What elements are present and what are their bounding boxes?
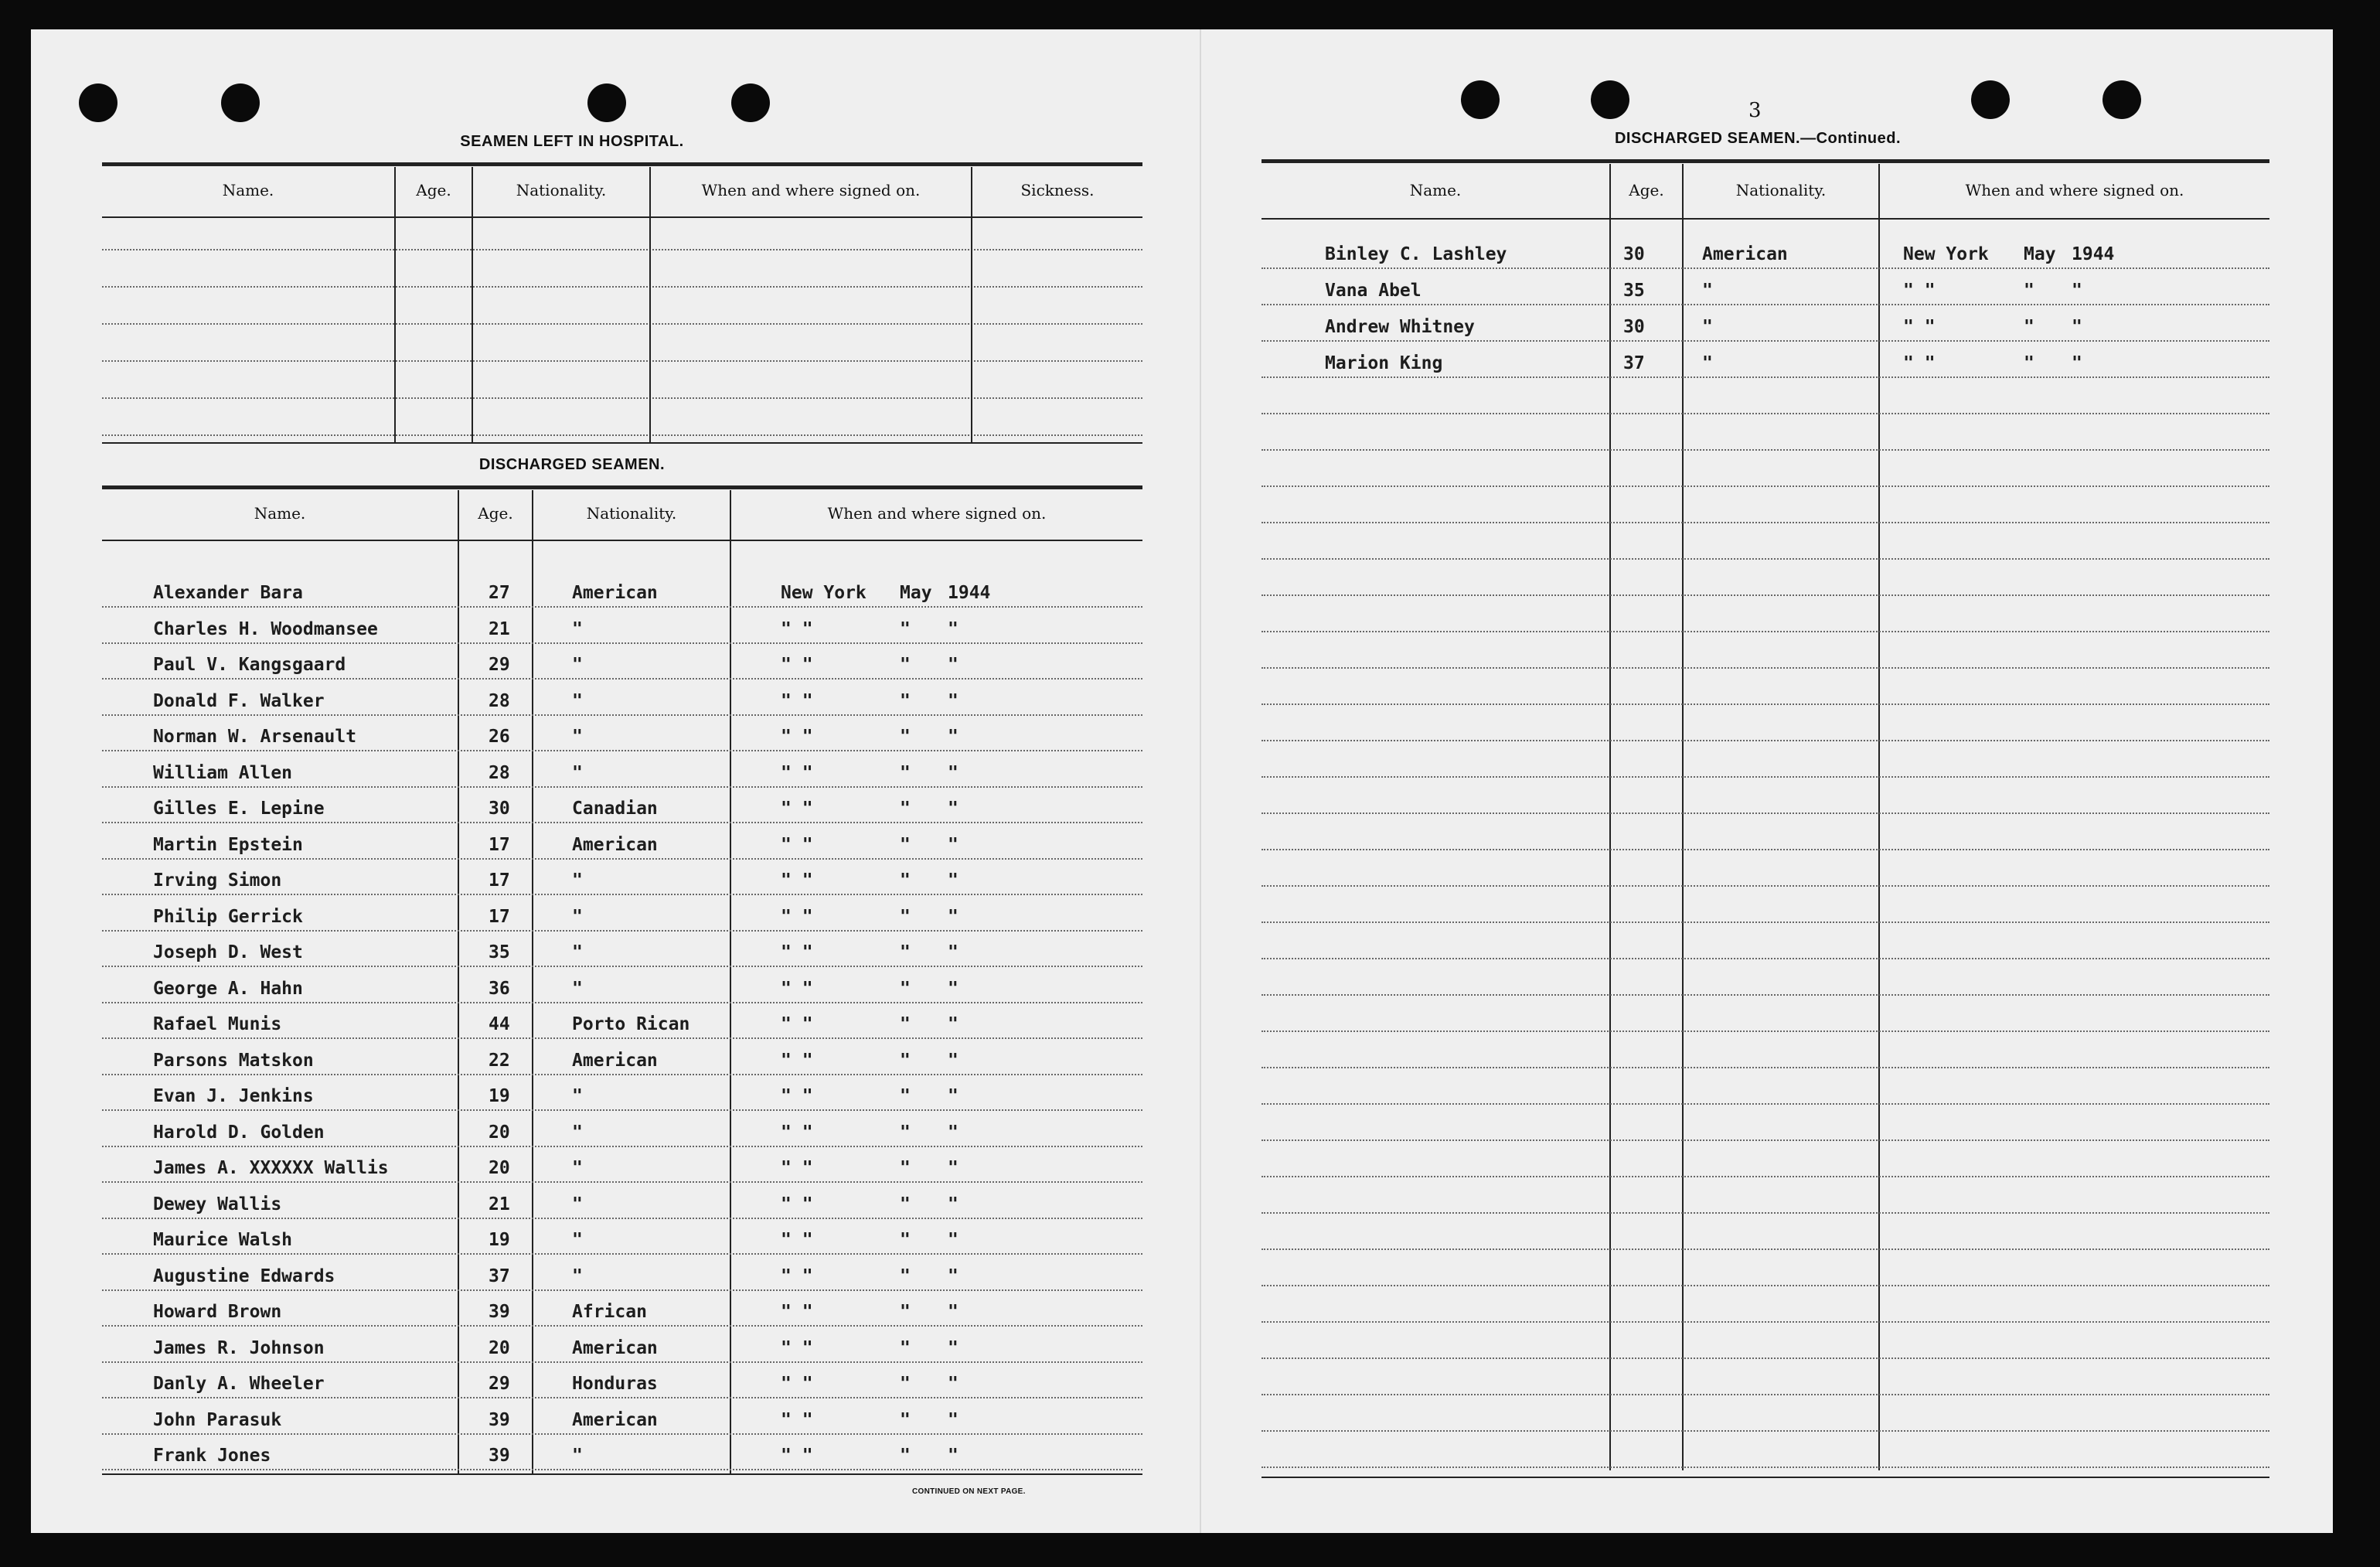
- seaman-age: 22: [489, 1051, 510, 1071]
- column-divider: [1878, 164, 1880, 1470]
- seaman-name: Evan J. Jenkins: [153, 1086, 314, 1106]
- signed-on-month: ": [900, 1374, 911, 1394]
- ruled-line: [1262, 558, 2269, 560]
- seaman-nationality: ": [572, 907, 583, 927]
- ruled-line: [102, 822, 1142, 823]
- seaman-age: 20: [489, 1158, 510, 1178]
- seaman-nationality: Canadian: [572, 799, 658, 819]
- signed-on-month: ": [900, 1446, 911, 1466]
- seaman-age: 17: [489, 907, 510, 927]
- punch-hole: [221, 83, 260, 122]
- ruled-line: [102, 286, 1142, 288]
- seaman-name: Donald F. Walker: [153, 691, 325, 711]
- ruled-line: [1262, 740, 2269, 741]
- column-divider: [971, 167, 972, 442]
- ruled-line: [102, 1002, 1142, 1003]
- signed-on-month: ": [900, 691, 911, 711]
- rule: [102, 162, 1142, 166]
- rule: [102, 1473, 1142, 1475]
- ruled-line: [1262, 485, 2269, 487]
- signed-on-month: ": [900, 870, 911, 891]
- seaman-name: Harold D. Golden: [153, 1122, 325, 1143]
- ruled-line: [1262, 1394, 2269, 1395]
- signed-on-year: ": [948, 1194, 958, 1214]
- ruled-line: [102, 966, 1142, 967]
- signed-on-month: ": [900, 1302, 911, 1322]
- seaman-nationality: American: [572, 835, 658, 855]
- discharged-signed-on-header: When and where signed on.: [827, 504, 1047, 523]
- signed-on-year: ": [948, 763, 958, 783]
- signed-on-year: 1944: [2072, 244, 2115, 264]
- signed-on-year: ": [948, 1266, 958, 1286]
- signed-on-month: ": [2024, 353, 2034, 373]
- continued-nationality-header: Nationality.: [1735, 181, 1827, 199]
- ruled-line: [1262, 921, 2269, 923]
- seaman-nationality: ": [1702, 317, 1713, 337]
- signed-on-month: ": [900, 727, 911, 747]
- signed-on-place: " ": [781, 763, 813, 783]
- signed-on-year: ": [948, 1051, 958, 1071]
- seaman-age: 37: [1623, 353, 1645, 373]
- left-page: [31, 29, 1200, 1533]
- ruled-line: [1262, 1176, 2269, 1177]
- seaman-name: Augustine Edwards: [153, 1266, 335, 1286]
- ruled-line: [102, 930, 1142, 932]
- seaman-nationality: American: [1702, 244, 1788, 264]
- signed-on-place: New York: [781, 583, 867, 603]
- seaman-name: George A. Hahn: [153, 979, 303, 999]
- ruled-line: [1262, 267, 2269, 269]
- ruled-line: [102, 1361, 1142, 1363]
- column-divider: [1609, 164, 1611, 1470]
- signed-on-year: ": [948, 1158, 958, 1178]
- signed-on-year: ": [948, 1446, 958, 1466]
- punch-hole: [587, 83, 626, 122]
- ruled-line: [102, 606, 1142, 608]
- seaman-name: Dewey Wallis: [153, 1194, 282, 1214]
- seaman-age: 21: [489, 1194, 510, 1214]
- rule: [102, 216, 1142, 218]
- seaman-age: 37: [489, 1266, 510, 1286]
- seaman-age: 30: [489, 799, 510, 819]
- seaman-name: Danly A. Wheeler: [153, 1374, 325, 1394]
- signed-on-month: ": [2024, 281, 2034, 301]
- continued-signed-on-header: When and where signed on.: [1965, 181, 2184, 199]
- discharged-age-header: Age.: [478, 504, 513, 523]
- seaman-name: William Allen: [153, 763, 293, 783]
- seaman-age: 39: [489, 1446, 510, 1466]
- seaman-age: 19: [489, 1086, 510, 1106]
- punch-hole: [1461, 80, 1500, 119]
- signed-on-place: New York: [1903, 244, 1989, 264]
- hospital-sickness-header: Sickness.: [1020, 181, 1095, 199]
- signed-on-place: " ": [781, 727, 813, 747]
- punch-hole: [731, 83, 770, 122]
- ruled-line: [1262, 1139, 2269, 1141]
- signed-on-year: ": [948, 907, 958, 927]
- punch-hole: [1971, 80, 2010, 119]
- seaman-age: 28: [489, 691, 510, 711]
- hospital-age-header: Age.: [416, 181, 451, 199]
- seaman-age: 39: [489, 1302, 510, 1322]
- ruled-line: [1262, 1212, 2269, 1214]
- seaman-nationality: ": [572, 1194, 583, 1214]
- signed-on-place: " ": [781, 1230, 813, 1250]
- punch-hole: [79, 83, 117, 122]
- signed-on-month: ": [900, 907, 911, 927]
- hospital-nationality-header: Nationality.: [516, 181, 607, 199]
- seaman-name: John Parasuk: [153, 1410, 282, 1430]
- ruled-line: [102, 323, 1142, 325]
- ruled-line: [102, 1325, 1142, 1327]
- signed-on-month: ": [900, 1230, 911, 1250]
- ruled-line: [1262, 594, 2269, 596]
- ruled-line: [1262, 304, 2269, 305]
- column-divider: [394, 167, 396, 442]
- ruled-line: [102, 786, 1142, 788]
- ruled-line: [1262, 1067, 2269, 1068]
- seaman-name: Vana Abel: [1325, 281, 1422, 301]
- seaman-age: 19: [489, 1230, 510, 1250]
- seaman-age: 36: [489, 979, 510, 999]
- signed-on-month: ": [900, 1338, 911, 1358]
- ruled-line: [102, 1109, 1142, 1111]
- ruled-line: [1262, 1248, 2269, 1250]
- discharged-nationality-header: Nationality.: [586, 504, 677, 523]
- seaman-name: Gilles E. Lepine: [153, 799, 325, 819]
- seaman-name: Maurice Walsh: [153, 1230, 293, 1250]
- ruled-line: [1262, 885, 2269, 887]
- signed-on-month: ": [900, 1410, 911, 1430]
- signed-on-year: ": [948, 942, 958, 962]
- ruled-line: [102, 642, 1142, 644]
- signed-on-month: ": [900, 1122, 911, 1143]
- seaman-nationality: American: [572, 583, 658, 603]
- seaman-name: Binley C. Lashley: [1325, 244, 1507, 264]
- signed-on-place: " ": [1903, 353, 1936, 373]
- signed-on-month: ": [900, 1194, 911, 1214]
- seaman-age: 26: [489, 727, 510, 747]
- continued-age-header: Age.: [1629, 181, 1664, 199]
- signed-on-place: " ": [781, 1410, 813, 1430]
- signed-on-month: May: [2024, 244, 2056, 264]
- ruled-line: [1262, 994, 2269, 996]
- seaman-age: 30: [1623, 317, 1645, 337]
- hospital-title: SEAMEN LEFT IN HOSPITAL.: [460, 133, 684, 150]
- signed-on-place: " ": [781, 1446, 813, 1466]
- ruled-line: [1262, 522, 2269, 523]
- seaman-nationality: ": [572, 727, 583, 747]
- signed-on-month: May: [900, 583, 932, 603]
- ruled-line: [102, 858, 1142, 860]
- seaman-nationality: ": [572, 1230, 583, 1250]
- signed-on-place: " ": [781, 907, 813, 927]
- signed-on-place: " ": [781, 1338, 813, 1358]
- punch-hole: [1591, 80, 1629, 119]
- seaman-nationality: ": [572, 1086, 583, 1106]
- ruled-line: [102, 1181, 1142, 1183]
- seaman-nationality: ": [572, 1266, 583, 1286]
- seaman-age: 28: [489, 763, 510, 783]
- seaman-nationality: ": [572, 1158, 583, 1178]
- signed-on-place: " ": [1903, 317, 1936, 337]
- ruled-line: [102, 397, 1142, 399]
- signed-on-month: ": [900, 799, 911, 819]
- seaman-age: 35: [489, 942, 510, 962]
- seaman-age: 27: [489, 583, 510, 603]
- signed-on-place: " ": [781, 619, 813, 639]
- seaman-name: James R. Johnson: [153, 1338, 325, 1358]
- seaman-nationality: American: [572, 1338, 658, 1358]
- seaman-name: Irving Simon: [153, 870, 282, 891]
- ruled-line: [102, 1074, 1142, 1075]
- seaman-nationality: ": [1702, 281, 1713, 301]
- seaman-age: 21: [489, 619, 510, 639]
- ruled-line: [1262, 1467, 2269, 1468]
- seaman-name: Frank Jones: [153, 1446, 271, 1466]
- seaman-age: 35: [1623, 281, 1645, 301]
- seaman-age: 20: [489, 1122, 510, 1143]
- seaman-nationality: ": [1702, 353, 1713, 373]
- ruled-line: [1262, 1030, 2269, 1032]
- signed-on-year: ": [2072, 353, 2082, 373]
- ruled-line: [102, 1218, 1142, 1219]
- discharged-title: DISCHARGED SEAMEN.: [478, 456, 666, 473]
- ruled-line: [1262, 631, 2269, 632]
- seaman-age: 17: [489, 835, 510, 855]
- ruled-line: [1262, 1430, 2269, 1432]
- signed-on-year: 1944: [948, 583, 991, 603]
- ruled-line: [102, 249, 1142, 250]
- seaman-nationality: ": [572, 979, 583, 999]
- seaman-nationality: ": [572, 619, 583, 639]
- right-page: [1200, 29, 2333, 1533]
- signed-on-year: ": [948, 1122, 958, 1143]
- seaman-name: Martin Epstein: [153, 835, 303, 855]
- signed-on-place: " ": [781, 835, 813, 855]
- ruled-line: [102, 360, 1142, 362]
- signed-on-month: ": [900, 763, 911, 783]
- ruled-line: [102, 894, 1142, 895]
- signed-on-month: ": [2024, 317, 2034, 337]
- column-divider: [1682, 164, 1684, 1470]
- seaman-nationality: African: [572, 1302, 647, 1322]
- signed-on-month: ": [900, 942, 911, 962]
- seaman-age: 20: [489, 1338, 510, 1358]
- signed-on-year: ": [948, 835, 958, 855]
- signed-on-year: ": [948, 1338, 958, 1358]
- signed-on-year: ": [948, 799, 958, 819]
- signed-on-year: ": [948, 1374, 958, 1394]
- page-number: 3: [1748, 99, 1762, 122]
- ruled-line: [1262, 1103, 2269, 1105]
- signed-on-place: " ": [781, 691, 813, 711]
- signed-on-place: " ": [781, 799, 813, 819]
- signed-on-place: " ": [781, 1158, 813, 1178]
- signed-on-place: " ": [781, 655, 813, 675]
- seaman-nationality: ": [572, 942, 583, 962]
- seaman-age: 30: [1623, 244, 1645, 264]
- signed-on-year: ": [948, 1230, 958, 1250]
- ruled-line: [102, 1146, 1142, 1147]
- seaman-name: Philip Gerrick: [153, 907, 303, 927]
- signed-on-month: ": [900, 835, 911, 855]
- continued-name-header: Name.: [1409, 181, 1462, 199]
- ruled-line: [102, 1433, 1142, 1435]
- column-divider: [649, 167, 651, 442]
- signed-on-year: ": [2072, 281, 2082, 301]
- ruled-line: [1262, 376, 2269, 378]
- ruled-line: [1262, 413, 2269, 414]
- continued-note: CONTINUED ON NEXT PAGE.: [912, 1487, 1026, 1496]
- signed-on-month: ": [900, 979, 911, 999]
- rule: [1262, 218, 2269, 220]
- signed-on-month: ": [900, 655, 911, 675]
- signed-on-month: ": [900, 1014, 911, 1034]
- seaman-nationality: ": [572, 870, 583, 891]
- punch-hole: [2103, 80, 2141, 119]
- rule: [102, 540, 1142, 541]
- signed-on-place: " ": [1903, 281, 1936, 301]
- signed-on-month: ": [900, 1051, 911, 1071]
- seaman-nationality: ": [572, 691, 583, 711]
- rule: [1262, 159, 2269, 163]
- signed-on-place: " ": [781, 979, 813, 999]
- ruled-line: [102, 678, 1142, 680]
- signed-on-year: ": [948, 870, 958, 891]
- ruled-line: [1262, 703, 2269, 705]
- signed-on-place: " ": [781, 1194, 813, 1214]
- seaman-name: Charles H. Woodmansee: [153, 619, 378, 639]
- ruled-line: [102, 1289, 1142, 1291]
- signed-on-year: ": [948, 1410, 958, 1430]
- signed-on-place: " ": [781, 1122, 813, 1143]
- seaman-nationality: ": [572, 655, 583, 675]
- seaman-age: 17: [489, 870, 510, 891]
- signed-on-place: " ": [781, 1086, 813, 1106]
- seaman-name: Joseph D. West: [153, 942, 303, 962]
- rule: [102, 485, 1142, 489]
- rule: [1262, 1477, 2269, 1478]
- signed-on-year: ": [948, 727, 958, 747]
- seaman-name: James A. XXXXXX Wallis: [153, 1158, 389, 1178]
- signed-on-month: ": [900, 619, 911, 639]
- seaman-age: 29: [489, 655, 510, 675]
- seaman-name: Rafael Munis: [153, 1014, 282, 1034]
- seaman-name: Alexander Bara: [153, 583, 303, 603]
- signed-on-place: " ": [781, 1051, 813, 1071]
- seaman-name: Howard Brown: [153, 1302, 282, 1322]
- signed-on-month: ": [900, 1086, 911, 1106]
- seaman-nationality: ": [572, 1446, 583, 1466]
- hospital-name-header: Name.: [222, 181, 274, 199]
- ruled-line: [1262, 1321, 2269, 1323]
- seaman-age: 29: [489, 1374, 510, 1394]
- ruled-line: [102, 1397, 1142, 1398]
- ruled-line: [1262, 812, 2269, 814]
- seaman-nationality: American: [572, 1051, 658, 1071]
- signed-on-place: " ": [781, 1266, 813, 1286]
- ruled-line: [1262, 340, 2269, 342]
- seaman-nationality: American: [572, 1410, 658, 1430]
- signed-on-year: ": [948, 1086, 958, 1106]
- signed-on-year: ": [2072, 317, 2082, 337]
- ruled-line: [1262, 449, 2269, 451]
- signed-on-place: " ": [781, 1302, 813, 1322]
- seaman-name: Norman W. Arsenault: [153, 727, 357, 747]
- seaman-age: 39: [489, 1410, 510, 1430]
- signed-on-place: " ": [781, 870, 813, 891]
- signed-on-month: ": [900, 1158, 911, 1178]
- ruled-line: [1262, 776, 2269, 778]
- ruled-line: [1262, 958, 2269, 959]
- signed-on-year: ": [948, 979, 958, 999]
- ruled-line: [1262, 1285, 2269, 1286]
- signed-on-year: ": [948, 619, 958, 639]
- rule: [102, 442, 1142, 444]
- hospital-signed-on-header: When and where signed on.: [701, 181, 921, 199]
- seaman-name: Marion King: [1325, 353, 1443, 373]
- ruled-line: [102, 1037, 1142, 1039]
- column-divider: [472, 167, 473, 442]
- signed-on-year: ": [948, 655, 958, 675]
- ruled-line: [102, 714, 1142, 716]
- seaman-nationality: Porto Rican: [572, 1014, 690, 1034]
- seaman-nationality: Honduras: [572, 1374, 658, 1394]
- ruled-line: [1262, 1357, 2269, 1359]
- ruled-line: [102, 1253, 1142, 1255]
- signed-on-year: ": [948, 691, 958, 711]
- signed-on-month: ": [900, 1266, 911, 1286]
- ruled-line: [1262, 667, 2269, 669]
- signed-on-place: " ": [781, 942, 813, 962]
- seaman-nationality: ": [572, 763, 583, 783]
- signed-on-place: " ": [781, 1374, 813, 1394]
- seaman-name: Paul V. Kangsgaard: [153, 655, 346, 675]
- ruled-line: [1262, 849, 2269, 850]
- discharged-continued-title: DISCHARGED SEAMEN.—Continued.: [1614, 130, 1902, 147]
- seaman-age: 44: [489, 1014, 510, 1034]
- seaman-name: Parsons Matskon: [153, 1051, 314, 1071]
- signed-on-year: ": [948, 1014, 958, 1034]
- ruled-line: [102, 1469, 1142, 1470]
- discharged-name-header: Name.: [254, 504, 306, 523]
- seaman-nationality: ": [572, 1122, 583, 1143]
- signed-on-place: " ": [781, 1014, 813, 1034]
- signed-on-year: ": [948, 1302, 958, 1322]
- ruled-line: [102, 434, 1142, 436]
- seaman-name: Andrew Whitney: [1325, 317, 1475, 337]
- ruled-line: [102, 750, 1142, 751]
